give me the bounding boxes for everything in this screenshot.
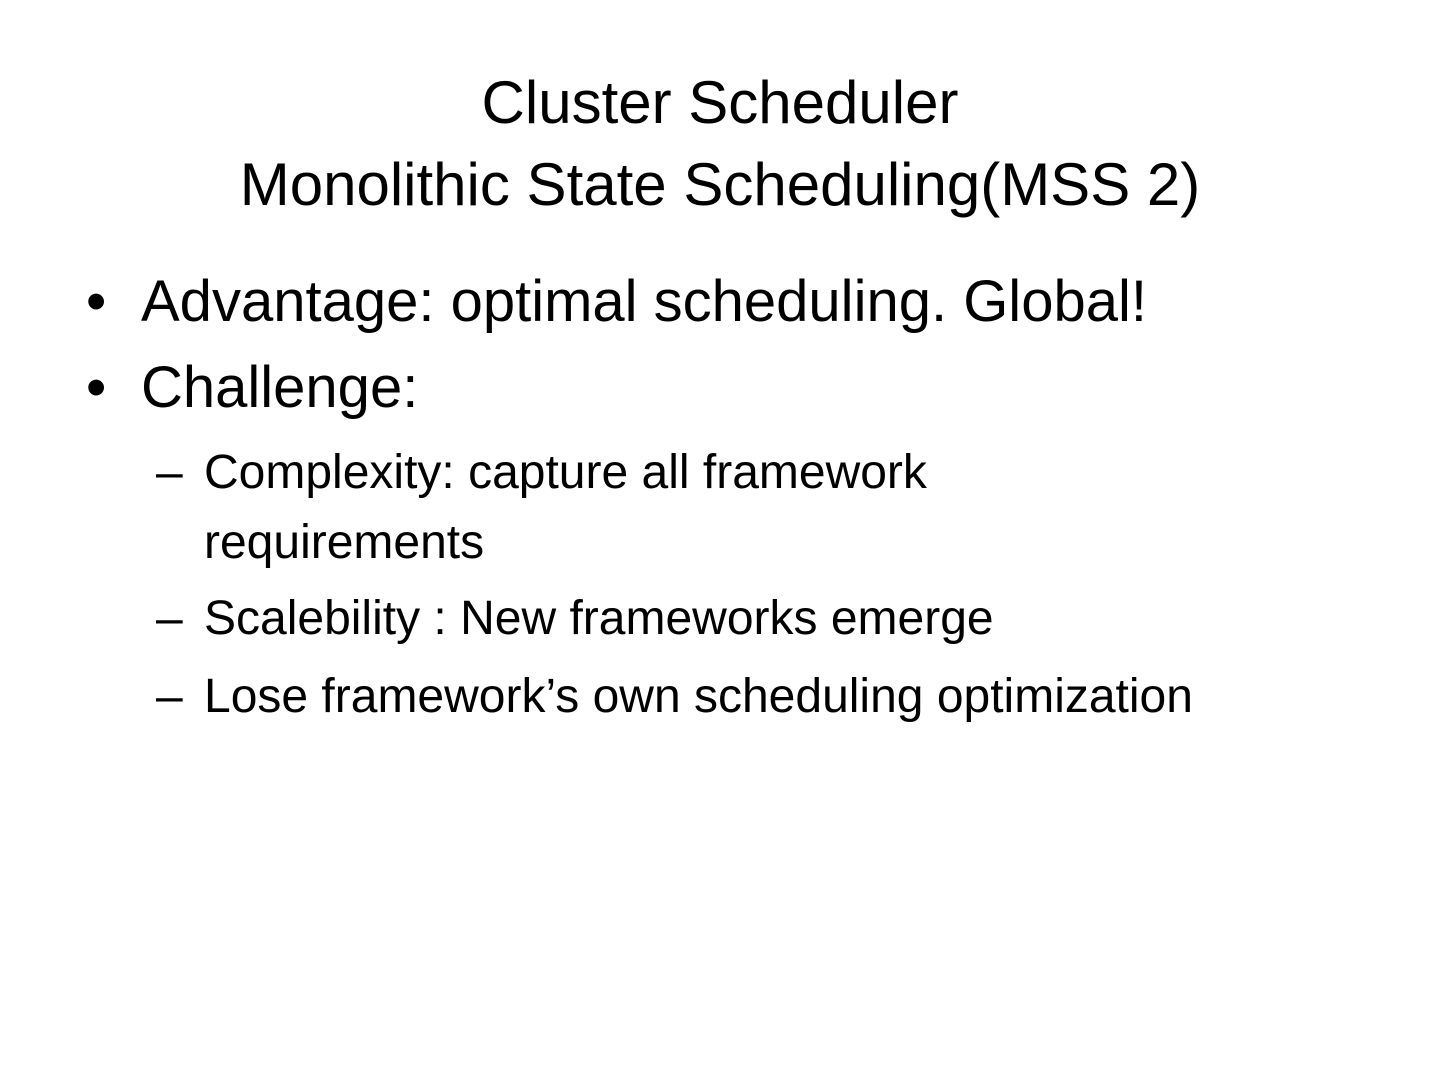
sub-bullet-text: Complexity: capture all framework [204, 446, 927, 499]
bullet-marker: • [86, 355, 107, 420]
sub-bullet-marker: – [156, 670, 183, 723]
bullet-advantage [86, 270, 1147, 334]
sub-bullet-text: Scalebility : New frameworks emerge [204, 592, 994, 645]
sub-bullet-scalebility [156, 584, 994, 654]
sub-bullet-lose-optimization [156, 662, 1193, 732]
sub-bullet-marker: – [156, 592, 183, 645]
sub-bullet-complexity [156, 438, 927, 578]
sub-bullet-text-continued: requirements [204, 516, 485, 569]
sub-bullet-text: Lose framework’s own scheduling optimization [204, 670, 1193, 723]
bullet-text: Challenge: [141, 355, 419, 420]
bullet-challenge [86, 356, 418, 420]
bullet-marker: • [86, 269, 107, 334]
title-line-1: Cluster Scheduler [481, 69, 959, 136]
sub-bullet-marker: – [156, 446, 183, 499]
title-line-2: Monolithic State Scheduling(MSS 2) [239, 151, 1201, 218]
bullet-text: Advantage: optimal scheduling. Global! [141, 269, 1147, 334]
